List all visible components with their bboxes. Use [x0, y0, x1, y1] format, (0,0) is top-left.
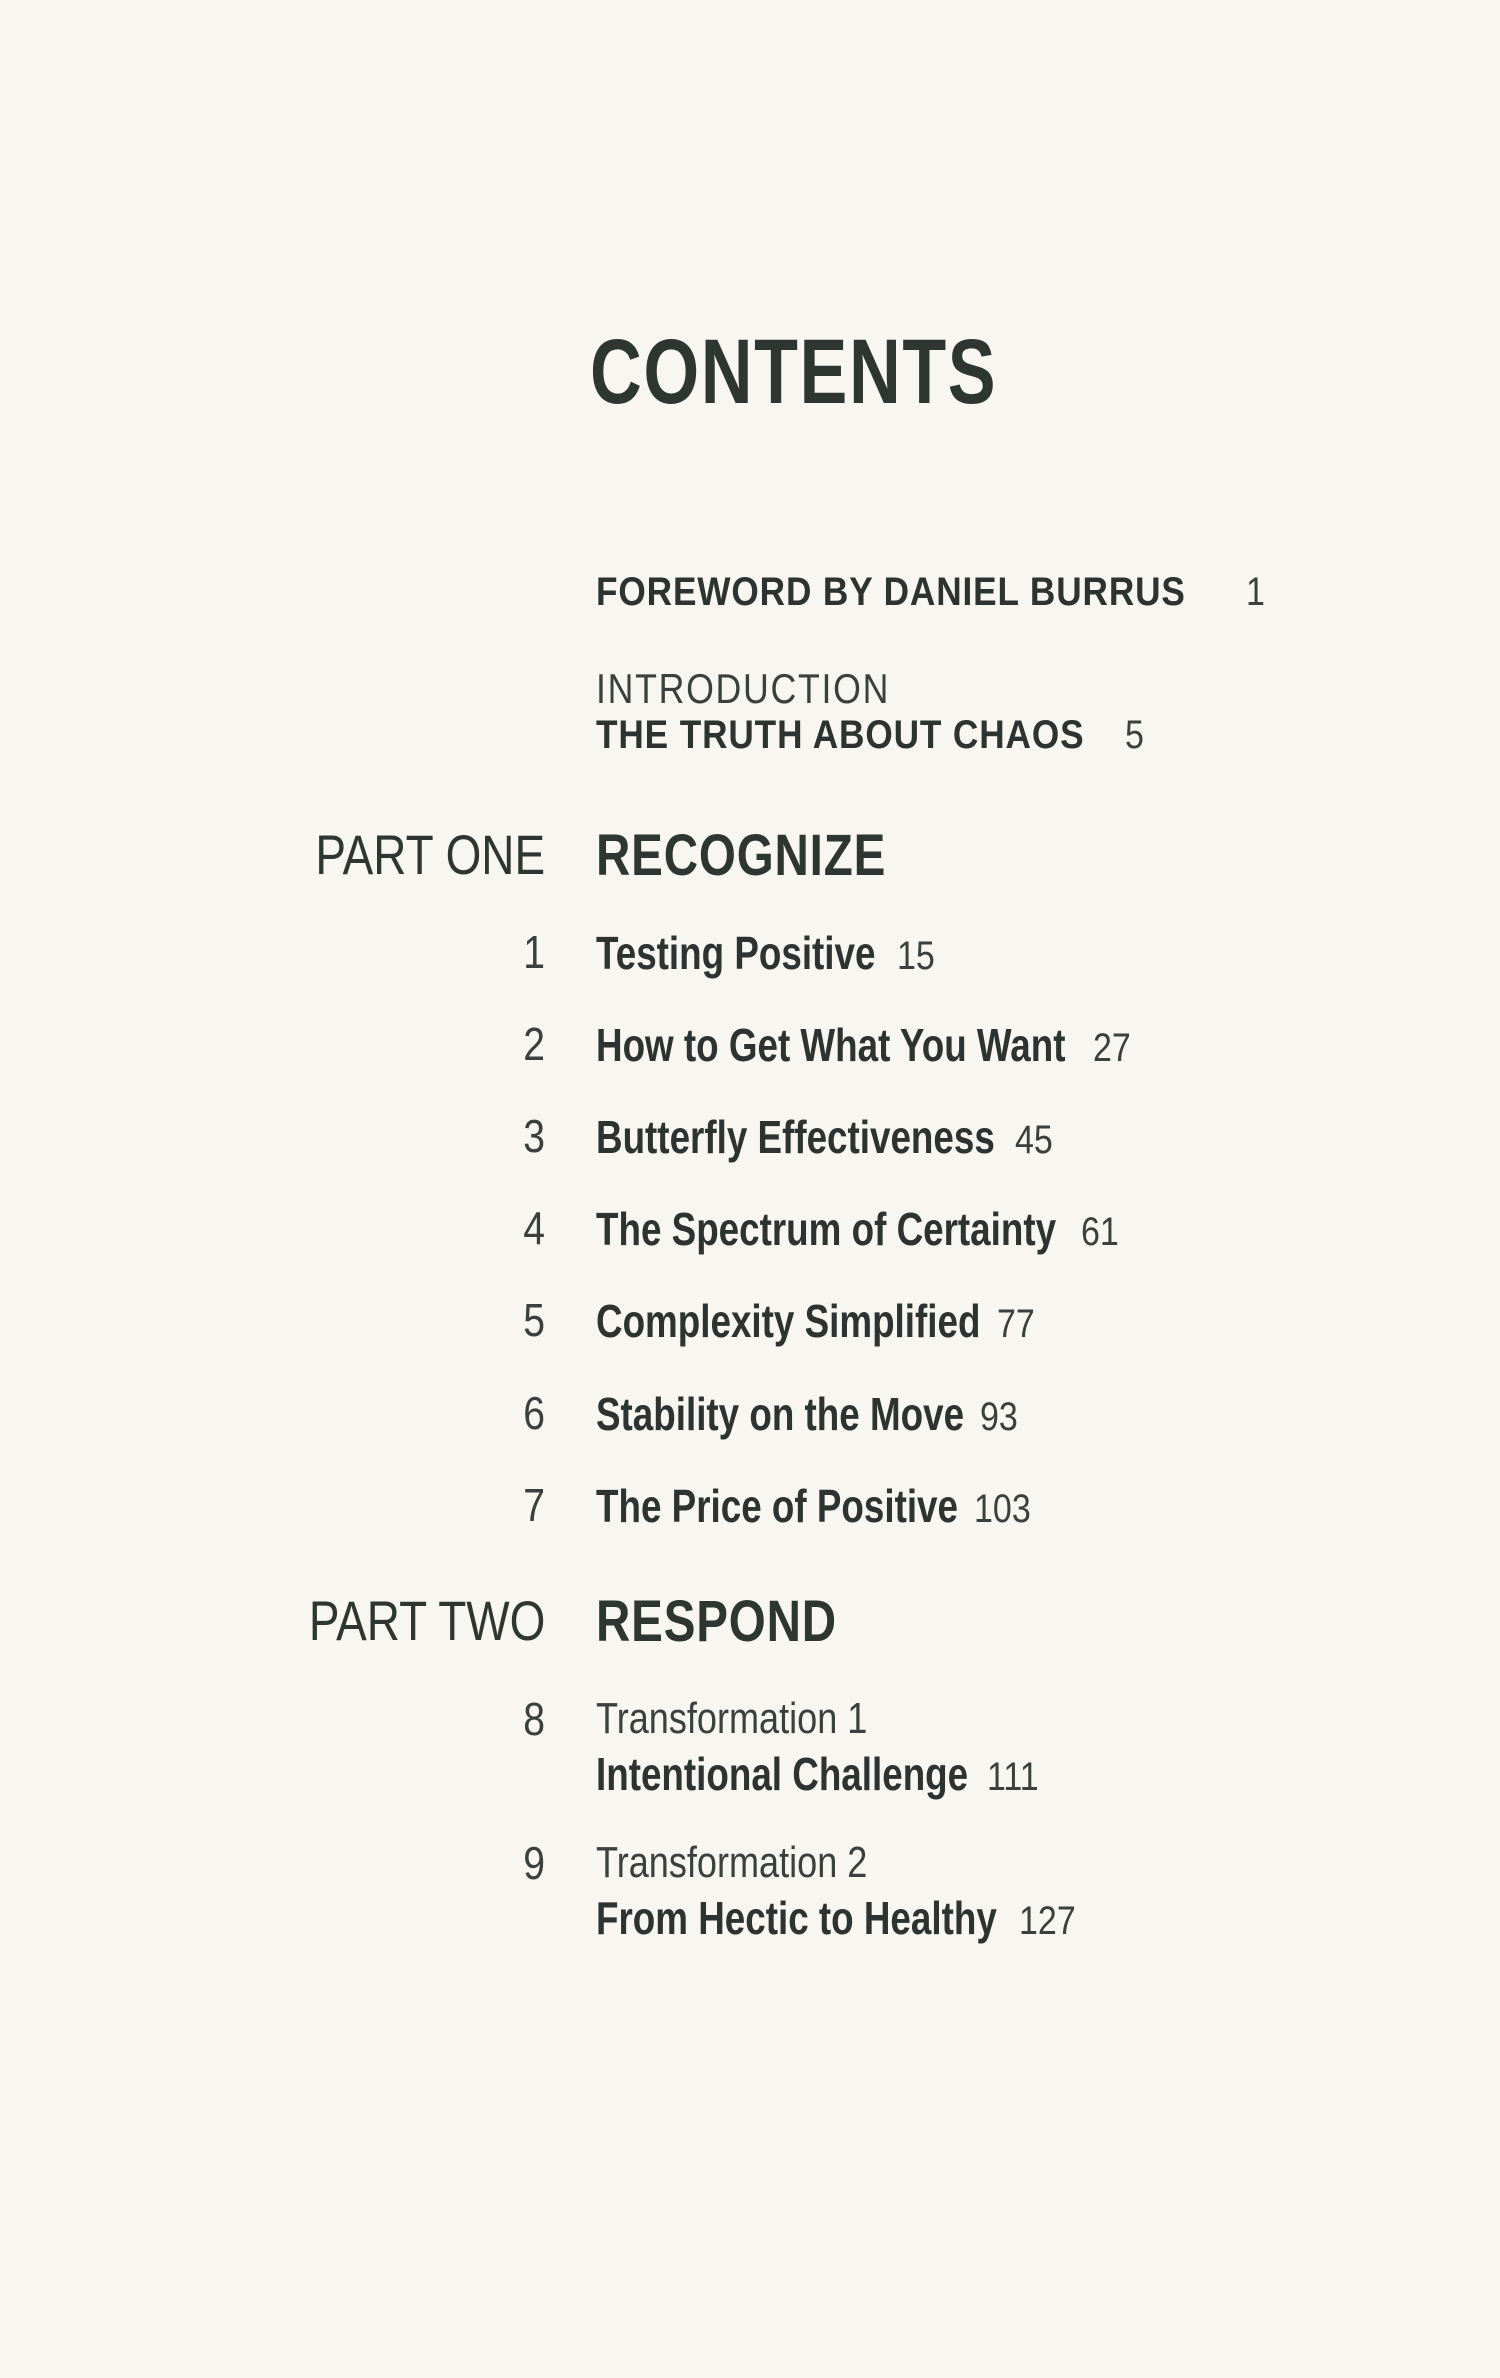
chapter-kicker: Transformation 1 [596, 1694, 868, 1743]
chapter-title: Testing Positive [596, 927, 876, 979]
chapter-page-number: 77 [996, 1302, 1035, 1346]
chapter-number: 1 [523, 926, 545, 978]
entry-kicker: INTRODUCTION [596, 665, 891, 712]
toc-entry-chapter-1[interactable] [596, 925, 942, 981]
chapter-title: Butterfly Effectiveness [596, 1111, 995, 1163]
chapter-title: From Hectic to Healthy [596, 1892, 997, 1944]
chapter-page-number: 61 [1081, 1210, 1119, 1254]
page-title: CONTENTS [590, 321, 998, 423]
chapter-title: Intentional Challenge [596, 1748, 969, 1800]
toc-entry-chapter-7[interactable] [596, 1478, 1041, 1534]
chapter-page-number: 103 [974, 1487, 1032, 1531]
toc-entry-chapter-8[interactable] [596, 1692, 1048, 1802]
part-two-title[interactable]: RESPOND [596, 1589, 837, 1654]
chapter-page-number: 93 [980, 1395, 1018, 1439]
toc-entry-chapter-9[interactable] [596, 1836, 1086, 1946]
chapter-page-number: 27 [1092, 1026, 1131, 1070]
part-one-title[interactable]: RECOGNIZE [596, 823, 887, 888]
chapter-title: The Spectrum of Certainty [596, 1203, 1057, 1255]
entry-page-number: 5 [1125, 713, 1144, 757]
entry-page-number: 1 [1246, 570, 1266, 614]
chapter-page-number: 127 [1019, 1899, 1076, 1943]
toc-entry-chapter-4[interactable] [596, 1201, 1126, 1257]
toc-entry-foreword[interactable] [596, 570, 1268, 615]
chapter-title: How to Get What You Want [596, 1019, 1066, 1071]
entry-title: THE TRUTH ABOUT CHAOS [596, 713, 1085, 757]
chapter-number: 3 [523, 1110, 545, 1162]
toc-entry-chapter-5[interactable] [596, 1293, 1041, 1349]
toc-entry-chapter-6[interactable] [596, 1386, 1025, 1442]
toc-entry-chapter-2[interactable] [596, 1017, 1137, 1073]
chapter-number: 6 [523, 1387, 545, 1439]
chapter-title: Stability on the Move [596, 1388, 965, 1440]
chapter-title: The Price of Positive [596, 1480, 958, 1532]
part-two-label: PART TWO [308, 1589, 545, 1652]
chapter-number: 4 [523, 1202, 545, 1254]
chapter-number: 7 [523, 1479, 545, 1531]
toc-entry-introduction[interactable] [596, 665, 1147, 758]
chapter-title: Complexity Simplified [596, 1295, 981, 1347]
chapter-number: 8 [523, 1693, 545, 1745]
chapter-page-number: 15 [897, 934, 936, 978]
chapter-number: 2 [523, 1018, 545, 1070]
toc-entry-chapter-3[interactable] [596, 1109, 1059, 1165]
chapter-page-number: 111 [987, 1755, 1039, 1799]
entry-title: FOREWORD BY DANIEL BURRUS [596, 570, 1186, 614]
chapter-kicker: Transformation 2 [596, 1838, 868, 1887]
chapter-number: 9 [523, 1837, 545, 1889]
chapter-number: 5 [523, 1294, 545, 1346]
part-one-label: PART ONE [315, 823, 545, 886]
chapter-page-number: 45 [1014, 1118, 1053, 1162]
